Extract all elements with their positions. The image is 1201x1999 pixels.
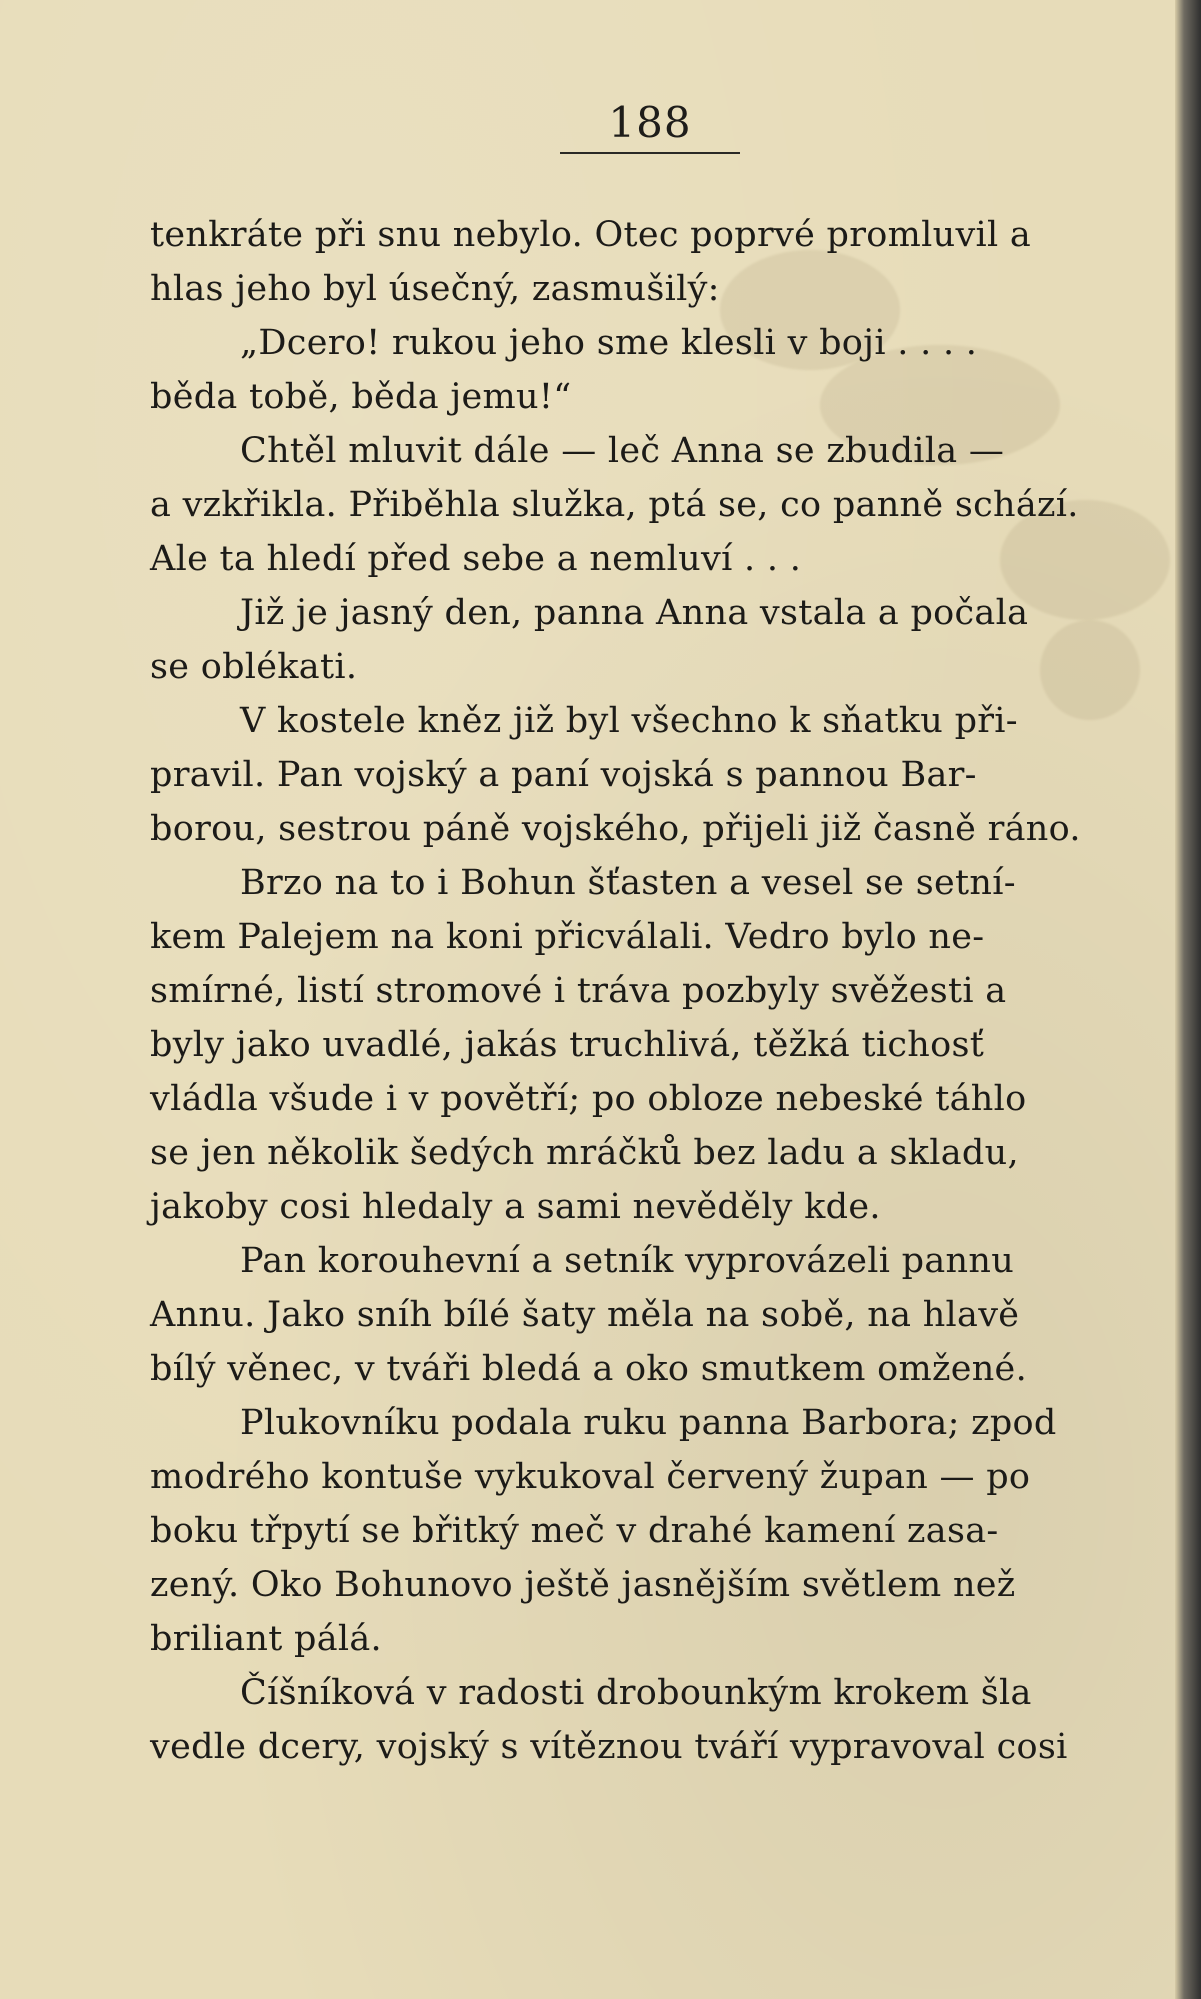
text-line: Brzo na to i Bohun šťasten a vesel se setní- [240,863,1016,903]
text-line: běda tobě, běda jemu!“ [150,377,572,417]
page-number-rule [560,152,740,154]
text-line: zený. Oko Bohunovo ještě jasnějším světlem než [150,1565,1016,1605]
text-line: Chtěl mluvit dále — leč Anna se zbudila — [240,431,1005,471]
text-line: V kostele kněz již byl všechno k sňatku při- [240,701,1018,741]
text-line: kem Palejem na koni přicválali. Vedro bylo ne- [150,917,985,957]
text-line: bílý věnec, v tváři bledá a oko smutkem omžené. [150,1349,1027,1389]
text-line: vládla všude i v povětří; po obloze nebeské táhlo [150,1079,1027,1119]
text-line: tenkráte při snu nebylo. Otec poprvé promluvil a [150,215,1032,255]
text-line: „Dcero! rukou jeho sme klesli v boji . . . . [240,323,978,363]
text-line: byly jako uvadlé, jakás truchlivá, těžká tichosť [150,1025,985,1065]
text-line: Již je jasný den, panna Anna vstala a počala [240,593,1029,633]
text-line: Pan korouhevní a setník vyprovázeli pannu [240,1241,1015,1281]
text-line: jakoby cosi hledaly a sami nevěděly kde. [150,1187,881,1227]
text-line: modrého kontuše vykukoval červený župan — po [150,1457,1031,1497]
page-number: 188 [608,98,692,147]
text-line: hlas jeho byl úsečný, zasmušilý: [150,269,720,309]
text-line: pravil. Pan vojský a paní vojská s pannou Bar- [150,755,977,795]
text-line: se oblékati. [150,647,358,687]
text-line: Plukovníku podala ruku panna Barbora; zpod [240,1403,1057,1443]
text-line: Annu. Jako sníh bílé šaty měla na sobě, na hlavě [150,1295,1020,1335]
text-line: vedle dcery, vojský s vítěznou tváří vypravoval cosi [150,1727,1068,1767]
text-line: Číšníková v radosti drobounkým krokem šla [240,1673,1032,1713]
text-line: borou, sestrou páně vojského, přijeli již časně ráno. [150,809,1081,849]
text-line: briliant pálá. [150,1619,382,1659]
text-line: boku třpytí se břitký meč v drahé kamení zasa- [150,1511,999,1551]
book-page-edge [1175,0,1201,1999]
text-line: a vzkřikla. Přiběhla služka, ptá se, co panně schází. [150,485,1079,525]
page-text [150,208,1140,1774]
text-line: Ale ta hledí před sebe a nemluví . . . [150,539,802,579]
text-line: se jen několik šedých mráčků bez ladu a skladu, [150,1133,1019,1173]
text-line: smírné, listí stromové i tráva pozbyly svěžesti a [150,971,1007,1011]
